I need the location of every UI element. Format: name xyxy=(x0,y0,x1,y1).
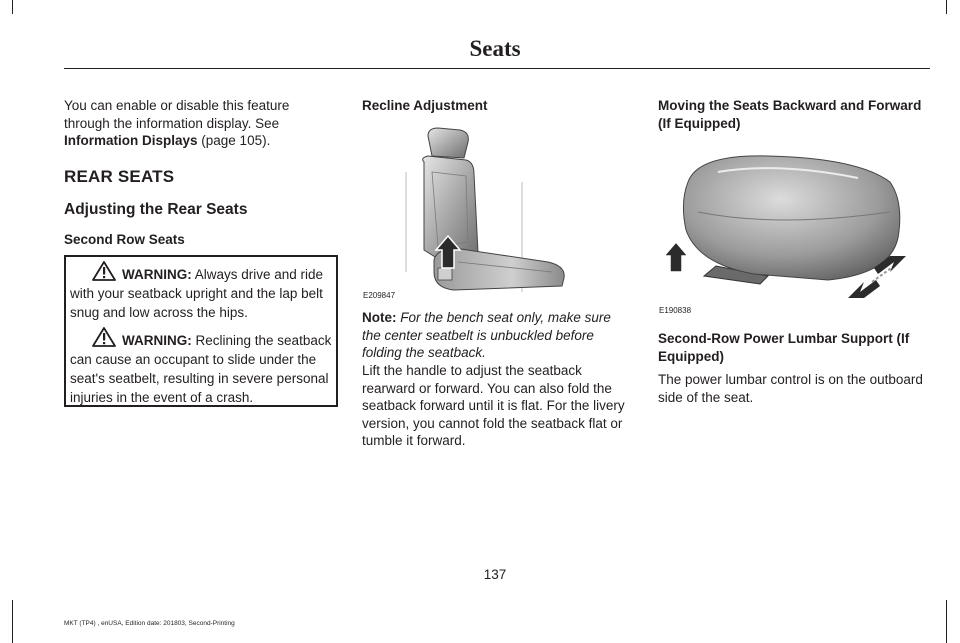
lumbar-support-title: Second-Row Power Lumbar Support (If Equipped) xyxy=(658,331,910,364)
warning-2 xyxy=(70,327,332,407)
page-number: 137 xyxy=(483,567,507,582)
warning-triangle-icon xyxy=(92,261,116,281)
warning-triangle-icon xyxy=(92,327,116,347)
recline-body-text: Lift the handle to adjust the seatback rearward or forward. You can also fold the seatback forward until it is flat. For the livery version, you cannot fold the seatback flat or tumble it forward. xyxy=(362,363,625,448)
note-paragraph xyxy=(362,309,632,362)
warning-2-label: WARNING: xyxy=(122,333,192,348)
lumbar-support-text: The power lumbar control is on the outboard side of the seat. xyxy=(658,372,923,405)
moving-seats-figure xyxy=(658,142,928,307)
subsection-title-adjusting: Adjusting the Rear Seats xyxy=(64,201,248,218)
intro-page-ref: (page 105). xyxy=(197,133,271,148)
crop-mark xyxy=(12,600,13,643)
moving-seats-title: Moving the Seats Backward and Forward (If Equipped) xyxy=(658,98,922,131)
warning-box xyxy=(64,255,338,407)
intro-paragraph xyxy=(64,97,334,150)
note-label: Note: xyxy=(362,310,397,325)
information-displays-link[interactable]: Information Displays xyxy=(64,133,198,148)
crop-mark xyxy=(946,0,947,14)
section-title-rear-seats: REAR SEATS xyxy=(64,167,175,186)
intro-text: You can enable or disable this feature through the information display. See xyxy=(64,98,290,131)
recline-seat-illustration xyxy=(362,122,632,302)
crop-mark xyxy=(946,600,947,643)
warning-2-text: Reclining the seatback can cause an occupant to slide under the seat's seatbelt, resulting in severe personal injuries in the event of a crash. xyxy=(70,333,332,405)
seat-cushion-illustration xyxy=(658,142,928,307)
warning-1-text: Always drive and ride with your seatback upright and the lap belt snug and low across the hips. xyxy=(70,267,324,320)
header-rule xyxy=(64,68,930,69)
warning-1-label: WARNING: xyxy=(122,267,192,282)
note-text: For the bench seat only, make sure the center seatbelt is unbuckled before folding the seatback. xyxy=(362,310,611,360)
recline-adjustment-title: Recline Adjustment xyxy=(362,98,488,113)
figure-code-e190838: E190838 xyxy=(659,306,692,315)
edition-footer: MKT (TP4) , enUSA, Edition date: 201803, Second-Printing xyxy=(64,620,235,627)
figure-code-e209847: E209847 xyxy=(363,291,396,300)
crop-mark xyxy=(12,0,13,14)
warning-1 xyxy=(70,261,332,322)
subsub-title-second-row: Second Row Seats xyxy=(64,232,185,247)
recline-figure xyxy=(362,122,632,302)
page-header-title: Seats xyxy=(469,36,521,61)
